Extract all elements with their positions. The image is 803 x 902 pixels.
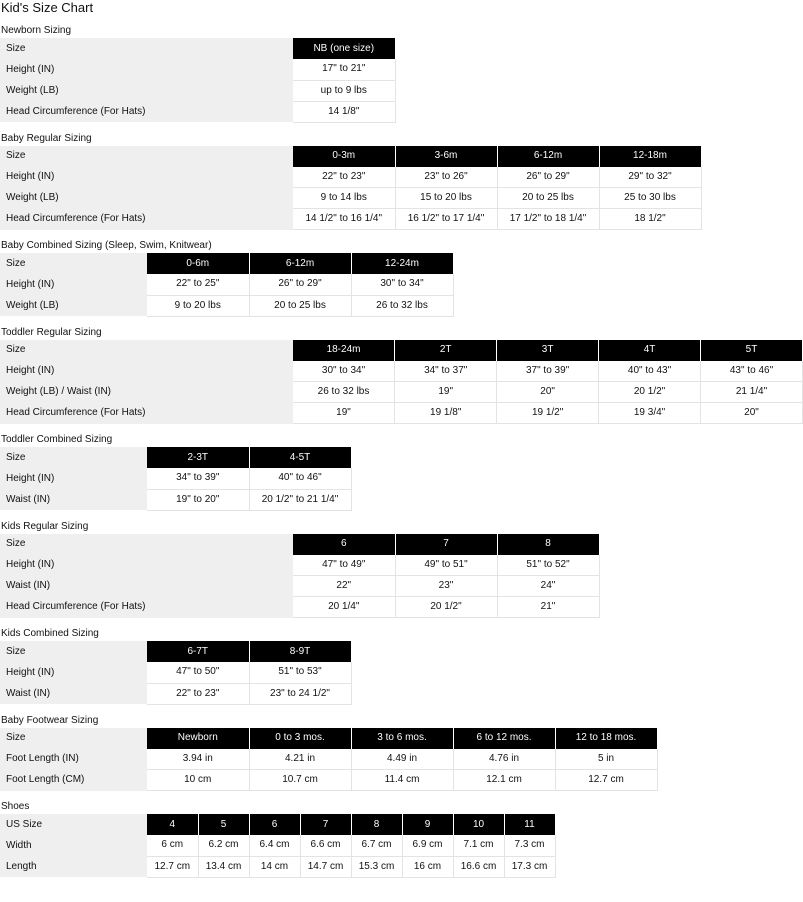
size-table (0, 253, 454, 317)
section-baby-combined (0, 239, 803, 317)
row-label: Size (0, 340, 293, 361)
table-cell: 21 1/4" (701, 382, 803, 403)
page-title: Kid's Size Chart (1, 0, 94, 15)
section-title: Shoes (1, 801, 30, 812)
table-cell: 10.7 cm (249, 770, 351, 791)
table-header-row (0, 534, 599, 555)
table-cell: 47" to 49" (293, 555, 395, 576)
section-shoes (0, 800, 803, 878)
table-cell: 6.9 cm (402, 835, 453, 856)
table-cell: 4.76 in (453, 749, 555, 770)
section-toddler-regular (0, 326, 803, 425)
table-cell: 19" to 20" (147, 489, 249, 510)
row-label: Waist (IN) (0, 489, 147, 510)
table-cell: 3.94 in (147, 749, 249, 770)
row-label: Height (IN) (0, 662, 147, 683)
row-label: Head Circumference (For Hats) (0, 597, 293, 618)
table-row (0, 835, 555, 856)
table-row (0, 468, 351, 489)
table-cell: 26" to 29" (497, 167, 599, 188)
table-header-row (0, 814, 555, 835)
table-cell: 51" to 52" (497, 555, 599, 576)
table-cell: 20 1/2" to 21 1/4" (249, 489, 351, 510)
size-header-cell: 7 (395, 534, 497, 555)
row-label: Head Circumference (For Hats) (0, 403, 293, 424)
table-row (0, 770, 657, 791)
section-title: Baby Combined Sizing (Sleep, Swim, Knitwear) (1, 240, 212, 251)
table-cell: 17" to 21" (293, 59, 395, 80)
table-cell: 4.21 in (249, 749, 351, 770)
table-cell: 9 to 20 lbs (147, 295, 249, 316)
size-table (0, 146, 702, 231)
row-label: Height (IN) (0, 468, 147, 489)
table-row (0, 489, 351, 510)
section-baby-footwear (0, 714, 803, 792)
table-cell: 37" to 39" (497, 361, 599, 382)
table-row (0, 274, 453, 295)
section-kids-regular (0, 520, 803, 619)
table-cell: 20" (701, 403, 803, 424)
table-cell: 12.7 cm (555, 770, 657, 791)
table-cell: 24" (497, 576, 599, 597)
size-header-cell: 4-5T (249, 447, 351, 468)
size-table (0, 340, 803, 425)
table-cell: 14 cm (249, 856, 300, 877)
table-cell: 23" (395, 576, 497, 597)
table-cell: 43" to 46" (701, 361, 803, 382)
row-label: Waist (IN) (0, 683, 147, 704)
table-cell: 6.4 cm (249, 835, 300, 856)
size-header-cell: 12 to 18 mos. (555, 728, 657, 749)
table-cell: 30" to 34" (293, 361, 395, 382)
size-header-cell: 7 (300, 814, 351, 835)
table-cell: 19 1/8" (395, 403, 497, 424)
table-cell: 16.6 cm (453, 856, 504, 877)
size-table (0, 447, 352, 511)
table-cell: 14 1/2" to 16 1/4" (293, 209, 395, 230)
row-label: US Size (0, 814, 147, 835)
table-cell: 16 1/2" to 17 1/4" (395, 209, 497, 230)
table-cell: 20 1/2" (395, 597, 497, 618)
table-cell: 18 1/2" (599, 209, 701, 230)
table-cell: 17 1/2" to 18 1/4" (497, 209, 599, 230)
table-header-row (0, 146, 701, 167)
table-cell: 23" to 26" (395, 167, 497, 188)
table-cell: 17.3 cm (504, 856, 555, 877)
table-cell: 22" to 23" (293, 167, 395, 188)
size-header-cell: 0-6m (147, 253, 249, 274)
row-label: Height (IN) (0, 59, 293, 80)
table-row (0, 555, 599, 576)
size-header-cell: 3 to 6 mos. (351, 728, 453, 749)
size-header-cell: NB (one size) (293, 38, 395, 59)
table-row (0, 856, 555, 877)
table-cell: 22" to 25" (147, 274, 249, 295)
table-cell: 12.7 cm (147, 856, 198, 877)
table-cell: 6.2 cm (198, 835, 249, 856)
table-cell: 26 to 32 lbs (351, 295, 453, 316)
table-row (0, 101, 395, 122)
section-title: Baby Footwear Sizing (1, 714, 99, 726)
size-header-cell: 12-18m (599, 146, 701, 167)
table-cell: 6.7 cm (351, 835, 402, 856)
size-chart-sections (0, 24, 803, 878)
table-header-row (0, 641, 351, 662)
size-header-cell: 3T (497, 340, 599, 361)
size-header-cell: 8 (497, 534, 599, 555)
table-row (0, 597, 599, 618)
row-label: Head Circumference (For Hats) (0, 101, 293, 122)
size-header-cell: 11 (504, 814, 555, 835)
table-cell: 4.49 in (351, 749, 453, 770)
size-header-cell: 18-24m (293, 340, 395, 361)
section-newborn (0, 24, 803, 123)
table-cell: 6.6 cm (300, 835, 351, 856)
row-label: Height (IN) (0, 361, 293, 382)
row-label: Size (0, 728, 147, 749)
table-cell: 22" to 23" (147, 683, 249, 704)
section-toddler-combined (0, 433, 803, 511)
table-cell: 13.4 cm (198, 856, 249, 877)
size-header-cell: 6-12m (249, 253, 351, 274)
size-table (0, 728, 658, 792)
size-header-cell: 5T (701, 340, 803, 361)
section-kids-combined (0, 627, 803, 705)
section-title: Baby Regular Sizing (1, 132, 92, 144)
table-cell: 20 1/4" (293, 597, 395, 618)
size-header-cell: 2-3T (147, 447, 249, 468)
table-cell: 40" to 43" (599, 361, 701, 382)
table-cell: 34" to 37" (395, 361, 497, 382)
section-title: Kids Combined Sizing (1, 628, 99, 639)
table-cell: 7.3 cm (504, 835, 555, 856)
size-header-cell: 9 (402, 814, 453, 835)
table-row (0, 382, 803, 403)
table-cell: 23" to 24 1/2" (249, 683, 351, 704)
table-header-row (0, 38, 395, 59)
size-header-cell: 6-12m (497, 146, 599, 167)
table-cell: 19 1/2" (497, 403, 599, 424)
table-row (0, 749, 657, 770)
section-title: Newborn Sizing (1, 25, 72, 36)
table-cell: up to 9 lbs (293, 80, 395, 101)
table-row (0, 59, 395, 80)
section-baby-regular (0, 132, 803, 231)
row-label: Size (0, 38, 293, 59)
table-cell: 29" to 32" (599, 167, 701, 188)
size-header-cell: 5 (198, 814, 249, 835)
table-cell: 26 to 32 lbs (293, 382, 395, 403)
table-cell: 7.1 cm (453, 835, 504, 856)
size-header-cell: 0 to 3 mos. (249, 728, 351, 749)
table-cell: 15.3 cm (351, 856, 402, 877)
table-cell: 20" (497, 382, 599, 403)
table-cell: 49" to 51" (395, 555, 497, 576)
table-cell: 22" (293, 576, 395, 597)
table-header-row (0, 728, 657, 749)
table-cell: 10 cm (147, 770, 249, 791)
table-row (0, 361, 803, 382)
table-row (0, 576, 599, 597)
row-label: Weight (LB) (0, 295, 147, 316)
size-header-cell: 4 (147, 814, 198, 835)
table-cell: 19" (293, 403, 395, 424)
row-label: Height (IN) (0, 274, 147, 295)
row-label: Size (0, 447, 147, 468)
table-cell: 51" to 53" (249, 662, 351, 683)
row-label: Size (0, 146, 293, 167)
size-header-cell: 6 to 12 mos. (453, 728, 555, 749)
size-table (0, 534, 600, 619)
size-header-cell: 12-24m (351, 253, 453, 274)
row-label: Foot Length (CM) (0, 770, 147, 791)
row-label: Height (IN) (0, 555, 293, 576)
table-cell: 20 to 25 lbs (497, 188, 599, 209)
size-header-cell: 8 (351, 814, 402, 835)
table-row (0, 295, 453, 316)
size-header-cell: 8-9T (249, 641, 351, 662)
size-table (0, 814, 556, 878)
table-row (0, 80, 395, 101)
size-header-cell: Newborn (147, 728, 249, 749)
size-header-cell: 2T (395, 340, 497, 361)
table-cell: 14 1/8" (293, 101, 395, 122)
row-label: Weight (LB) (0, 80, 293, 101)
table-cell: 14.7 cm (300, 856, 351, 877)
row-label: Weight (LB) (0, 188, 293, 209)
row-label: Waist (IN) (0, 576, 293, 597)
row-label: Size (0, 253, 147, 274)
size-header-cell: 4T (599, 340, 701, 361)
size-header-cell: 3-6m (395, 146, 497, 167)
row-label: Head Circumference (For Hats) (0, 209, 293, 230)
table-row (0, 683, 351, 704)
table-cell: 5 in (555, 749, 657, 770)
table-cell: 34" to 39" (147, 468, 249, 489)
size-header-cell: 0-3m (293, 146, 395, 167)
table-row (0, 209, 701, 230)
table-cell: 12.1 cm (453, 770, 555, 791)
size-table (0, 38, 396, 123)
size-header-cell: 10 (453, 814, 504, 835)
row-label: Length (0, 856, 147, 877)
section-title: Kids Regular Sizing (1, 520, 89, 532)
table-cell: 6 cm (147, 835, 198, 856)
section-title: Toddler Regular Sizing (1, 326, 102, 338)
table-cell: 11.4 cm (351, 770, 453, 791)
table-cell: 20 to 25 lbs (249, 295, 351, 316)
row-label: Size (0, 534, 293, 555)
size-header-cell: 6-7T (147, 641, 249, 662)
table-row (0, 167, 701, 188)
table-cell: 47" to 50" (147, 662, 249, 683)
table-cell: 19 3/4" (599, 403, 701, 424)
table-cell: 15 to 20 lbs (395, 188, 497, 209)
row-label: Height (IN) (0, 167, 293, 188)
table-header-row (0, 340, 803, 361)
table-row (0, 403, 803, 424)
size-header-cell: 6 (249, 814, 300, 835)
size-table (0, 641, 352, 705)
table-cell: 40" to 46" (249, 468, 351, 489)
table-cell: 20 1/2" (599, 382, 701, 403)
table-cell: 19" (395, 382, 497, 403)
row-label: Size (0, 641, 147, 662)
size-header-cell: 6 (293, 534, 395, 555)
row-label: Weight (LB) / Waist (IN) (0, 382, 293, 403)
row-label: Width (0, 835, 147, 856)
row-label: Foot Length (IN) (0, 749, 147, 770)
table-cell: 9 to 14 lbs (293, 188, 395, 209)
table-cell: 30" to 34" (351, 274, 453, 295)
table-header-row (0, 447, 351, 468)
table-cell: 21" (497, 597, 599, 618)
table-header-row (0, 253, 453, 274)
section-title: Toddler Combined Sizing (1, 434, 113, 445)
table-cell: 26" to 29" (249, 274, 351, 295)
table-row (0, 188, 701, 209)
table-cell: 25 to 30 lbs (599, 188, 701, 209)
table-cell: 16 cm (402, 856, 453, 877)
table-row (0, 662, 351, 683)
